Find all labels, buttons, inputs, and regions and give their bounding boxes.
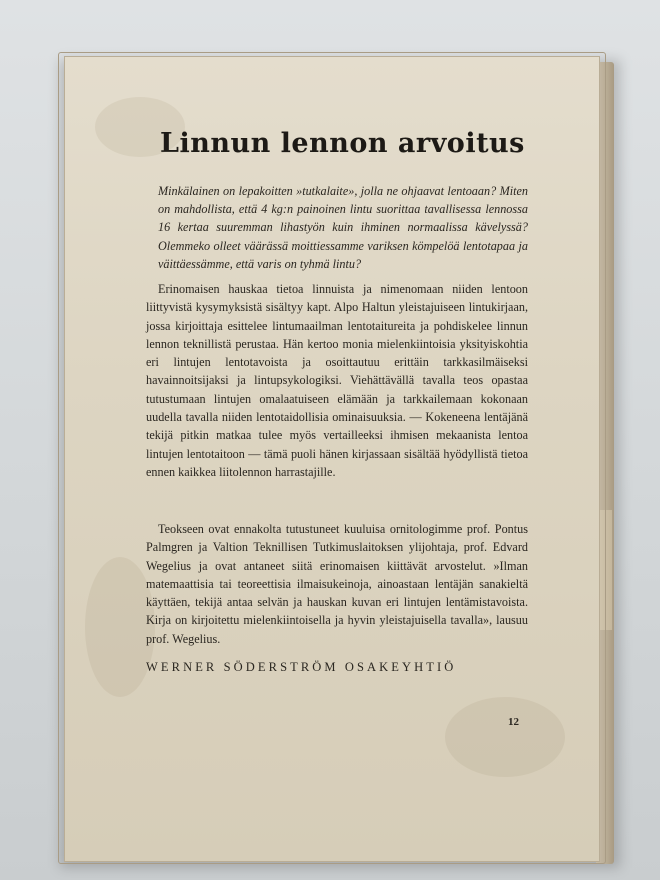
description-paragraph: Erinomaisen hauskaa tietoa linnuista ja nimenomaan niiden lentoon liittyvistä kysymyksistä sisältyy kapt. Alpo Haltun yleistajuiseen lintukirjaan, jossa kirjoittaja esittelee lintumaailman lentotaitureita ja pohdiskelee linnun lennon teknillistä perustaa. Hän kertoo monia mielenkiintoisia yksityiskohtia eri lintujen lentotavoista ja osoittautuu erittäin tarkkasilmäiseksi havainnoitsijaksi ja lintupsykologiksi. Viehättävällä tavalla teos opastaa tutustumaan lintujen omalaatuiseen elämään ja tarkkailemaan kokonaan uudella tavalla niiden lentotaidollisia ominaisuuksia. — Kokeneena lentäjänä tekijä pitkin matkaa tulee myös vertailleeksi ihmisen mekaanista lentoa lintujen lentotaitoon — tämä puoli hänen kirjassaan sisältää hyödyllistä tietoa ennen kaikkea liitolennon harrastajille.: [146, 282, 528, 479]
reviews-paragraph: Teokseen ovat ennakolta tutustuneet kuuluisa ornitologimme prof. Pontus Palmgren ja Valtion Teknillisen Tutkimuslaitoksen ylijohtaja, prof. Edvard Wegelius ja ovat antaneet siitä erinomaisen kiittävät arvostelut. »Ilman matemaattisia tai teoreettisia ilmaisukeinoja, ainoastaan lentäjän sanakieltä käyttäen, tekijä antaa selvän ja hauskan kuvan eri lintujen lentämistavoista. Kirja on kirjoitettu mielenkiintoisella ja hyvin yleistajuisella tavalla», lausuu prof. Wegelius.: [146, 522, 528, 646]
page-number: 12: [508, 716, 519, 728]
publisher-name: WERNER SÖDERSTRÖM OSAKEYHTIÖ: [146, 660, 457, 674]
intro-questions: Minkälainen on lepakoitten »tutkalaite», jolla ne ohjaavat lentoaan? Miten on mahdollista, että 4 kg:n painoinen lintu suorittaa tavallisessa lennossa 16 kertaa suuremman lihastyön kuin ihminen normaalissa kävelyssä? Olemmeko olleet väärässä moittiessamme variksen kömpelöä lentotapaa ja väittäessämme, että varis on tyhmä lintu?: [158, 184, 528, 271]
book-title: Linnun lennon arvoitus: [160, 128, 525, 159]
paper-stain: [445, 697, 565, 777]
paper-stain: [85, 557, 155, 697]
